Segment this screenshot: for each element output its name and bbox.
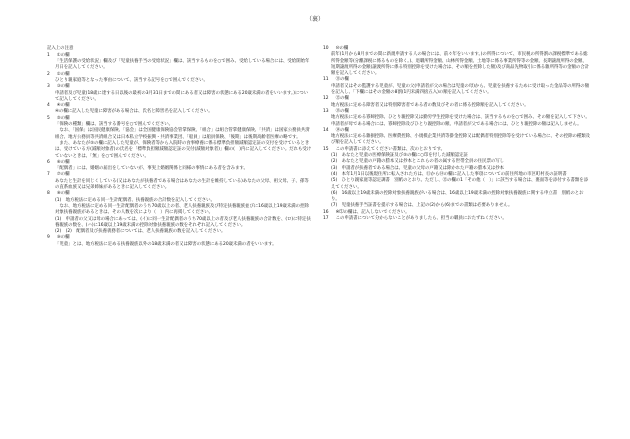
note-item	[47, 103, 312, 116]
note-heading-text: ⑫の欄	[335, 96, 349, 102]
note-item	[47, 116, 312, 160]
note-number: 1	[47, 52, 50, 58]
notes-title: 記入上の注意	[47, 46, 74, 51]
note-body: (4) 本年1月1日以後現住所に転入された方は、⑪から⑭の欄に記入した事項についての前住所地の市区町村長の証明書	[331, 171, 567, 177]
note-number: 9	[47, 235, 50, 241]
note-item	[323, 128, 591, 147]
note-number: 3	[47, 84, 50, 90]
note-item	[47, 84, 312, 103]
note-item	[323, 216, 591, 222]
note-number: 8	[47, 191, 50, 197]
note-body: (5) ひとり親家庭等認定調書 別紙のとおり。ただし、⑫の欄の1「その他（ ）」に該当する場合は、裏面等を添付する書類を添えてください。	[331, 178, 589, 190]
note-heading-text: ⑪の欄	[335, 77, 349, 83]
note-item	[47, 72, 312, 85]
note-body: 地方税法に定める寡婦控除、ひとり親控除又は勤労学生控除を受けた場合は、該当するものを○で囲み、その額を記入して下さい。申請者が母である場合には、寡婦控除及びひとり親控除の額、申請者が父である場合には、ひとり親控除の額は記入しません。	[331, 115, 590, 127]
note-number: 4	[47, 103, 50, 109]
note-heading-text: ①の欄	[56, 52, 70, 58]
note-number: 2	[47, 71, 50, 77]
note-item	[323, 96, 591, 109]
note-body: ※印の欄は、記入しないでください。	[335, 209, 410, 215]
note-body: 「配偶者」には、婚姻の届出をしていないが、事実上婚姻関係と同様の事情にある者を含みます。	[55, 166, 248, 172]
note-body: (1) 申請者の父又は母の場合にあっては、(イ)に同一生計配偶者のうち70歳以上の者及び老人扶養親族の合計数を、(ロ)に特定扶養親族の数を、(ハ)に16歳以上19歳未満の控除対象扶養親族の数をそれぞれ記入してください。	[55, 216, 311, 228]
note-heading-text: ⑭の欄	[335, 127, 349, 133]
note-item	[47, 160, 312, 173]
note-body: なお、地方税法に定める同一生計配偶者のうち70歳以上の者、老人扶養親族及び特定扶養親族並びに16歳以上19歳未満の控除対象扶養親族があるときは、その人数を次により（ ）内に再掲してください。	[55, 203, 309, 216]
note-item	[47, 172, 312, 191]
note-body: ④の欄に記入した児童に障害がある場合は、氏名と障害名を記入してください。	[55, 109, 213, 115]
note-body: ひとり親家庭等となった事由について、該当する記号を○で囲んでください。	[55, 77, 208, 83]
note-number: 15	[323, 146, 329, 152]
note-number: 12	[323, 96, 329, 102]
note-body: あなたと生計を同じくしている(又はあなたが扶養者である場合はあなたの生計を維持している)あなたの父母、祖父母、子、孫等の直系血族又は兄弟姉妹があるときに記入してください。	[55, 178, 309, 191]
right-notes-list	[323, 46, 591, 222]
left-notes-list	[47, 53, 312, 248]
note-body: (2) あなたと児童の戸籍の謄本又は抄本とこれらの者の属する世帯全員の住民票の写し	[331, 159, 505, 165]
note-body: 地方税法に定める障害者又は特別障害者である者の数及びその者に係る控除額を記入してください。	[331, 102, 529, 108]
note-heading-text: ⑬の欄	[335, 108, 349, 114]
note-body: また、あなたが⑤の欄に記入した児童が、保険者等から入院時の食事療養に係る標準負担額減額認定証の交付を受けているときは、受けている方(減額対象者)の氏名を「標準負担額減額認定証の交付(減額対象者)」欄の( )内に記入してください。だれも受けていないときは、「無」を○で囲んでください。	[55, 140, 312, 159]
note-heading-text: ⑩の欄	[335, 46, 349, 51]
note-body: (1) 地方税法に定める同一生計配偶者、扶養親族の合計数を記入してください。	[55, 197, 215, 203]
note-item	[323, 46, 591, 77]
note-heading-text: ⑧の欄	[56, 191, 70, 197]
note-body: なお、「国保」は国民健康保険、「協会」は全国健康保険協会管掌保険、「組合」は組合管掌健康保険、「共済」は国家公務員共済組合、地方公務員等共済組合又は日本私立学校振興・共済事業団、「船員」は船員保険、「後期」は後期高齢者医療の略です。	[55, 128, 310, 140]
note-heading	[323, 216, 591, 222]
note-number: 5	[47, 115, 50, 121]
note-item	[323, 109, 591, 128]
note-heading-text: ⑦の欄	[56, 172, 70, 178]
note-body: (7) 児童扶養手当証書を提示する場合は、上記の(2)から(6)までの書類は必要ありません。	[331, 203, 513, 209]
note-item	[47, 191, 312, 235]
notes-column-right	[323, 46, 591, 222]
note-number: 11	[323, 77, 329, 83]
note-body: この申請書について分からないことがありましたら、担当の職員におたずねください。	[335, 216, 507, 222]
note-body: 「生活保護の受給状況」欄及び「児童扶養手当の受給状況」欄は、該当するものを○で囲み、受給している場合には、受給開始年月日を記入してください。	[55, 59, 310, 71]
note-number: 17	[323, 216, 329, 222]
note-item	[47, 235, 312, 248]
note-number: 16	[323, 209, 329, 215]
note-body: 申請者及び児童(18歳に達する日以後の最初の3月31日までの間にある者又は障害の状態にある20歳未満の者をいいます。)について記入してください。	[55, 90, 309, 102]
note-number: 6	[47, 159, 50, 165]
note-body: (3) 申請者が扶養者である場合は、児童の父母の戸籍又は除かれた戸籍の謄本又は抄本	[331, 165, 505, 171]
note-body: この申請書に添えてください書類は、次のとおりです。	[335, 146, 446, 152]
note-heading-text: ③の欄	[56, 84, 70, 90]
note-body: 「保険の種類」欄は、該当する番号を○で囲んでください。	[55, 122, 173, 128]
note-heading-text: ②の欄	[56, 71, 70, 77]
note-heading-text: ⑥の欄	[56, 159, 70, 165]
note-item	[323, 77, 591, 96]
note-number: 14	[323, 127, 329, 133]
note-body: 「児童」とは、地方税法に定める扶養親族以外の18歳未満の者又は障害の状態にある20歳未満の者をいいます。	[55, 241, 277, 247]
note-heading-text: ⑤の欄	[56, 115, 70, 121]
note-number: 7	[47, 172, 50, 178]
note-heading-text: ⑨の欄	[56, 235, 70, 241]
note-body: 申請者又はその監護する児童が、児童の父(申請者が父の場合は児童の母)から、児童を扶養するために受け取った金品等の所得の額を記入し、「下欄にはその金額の8割(1円未満四捨五入)の額を記入してください。	[331, 83, 590, 96]
note-item	[323, 147, 591, 210]
note-item	[47, 53, 312, 72]
page-label: （裏）	[305, 16, 324, 23]
note-heading-text: ④の欄	[56, 103, 70, 109]
note-body: 地方税法に定める雑損控除、医療費控除、小規模企業共済等掛金控除又は配偶者特別控除等を受けている場合に、その控除の種類及び額を記入してください。	[331, 134, 591, 146]
note-body: (6) 16歳以上19歳未満の控除対象扶養親族がいる場合は、16歳以上19歳未満の控除対象扶養親族に関する申立書 別紙のとおり。	[331, 190, 584, 203]
note-body: 前年(1月から8月までの間に新規申請する人の場合には、前々年をいいます。)の所得について、市民税の所得割の課税標準である総所得金額等(分離課税に係るものを除く。)、退職所得金額、山林所得金額、土地等に係る事業所得等の金額、長期譲渡所得の金額、短期譲渡所得の金額(譲渡所得に係る特別控除を受けた場合は、その額を控除した額)及び商品先物取引に係る雑所得等の金額の合計額を記入してください。	[331, 52, 590, 77]
note-body: (1) あなたと児童の医療保険証及び⑤の欄に○印を付した減額認定証	[331, 153, 468, 159]
notes-column-left	[47, 46, 312, 248]
note-body: (2) (2) 配偶者及び扶養義務者については、老人扶養親族の数を記入してください。	[55, 229, 226, 235]
note-number: 13	[323, 108, 329, 114]
note-number: 10	[323, 46, 329, 51]
